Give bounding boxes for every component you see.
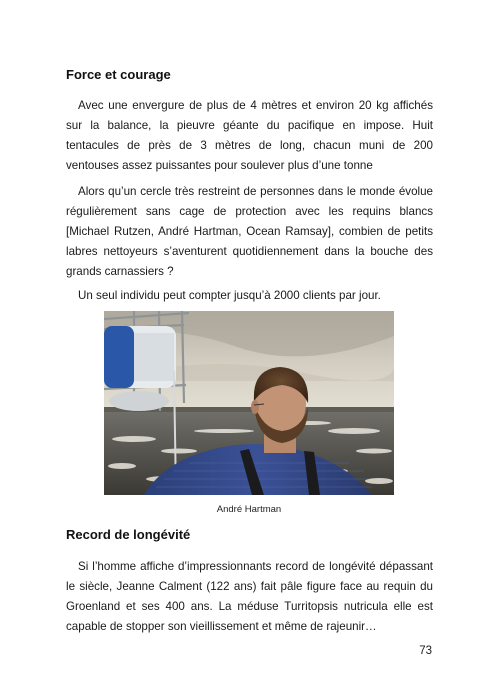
paragraph-longevity: Si l’homme affiche d’impressionnants record de longévité dépassant le siècle, Jeanne Calment (122 ans) fait pâle figure face au requin du Groenland et ses 400 ans. La méduse Turritopsis nutricula elle est capable de stopper son vieillissement et même de rajeunir…	[66, 560, 433, 633]
photo-caption: André Hartman	[216, 504, 282, 515]
paragraph-cleaner-wrasse: Alors qu’un cercle très restreint de personnes dans le monde évolue régulièrement sans cage de protection avec les requins blancs [Michael Rutzen, André Hartman, Ocean Ramsay], combien de petits labres nettoyeurs s’aventurent quotidiennement dans la bouche des grands carnassiers ?	[66, 185, 433, 278]
section-heading-force-courage: Force et courage	[66, 67, 171, 82]
paragraph-clients-per-day: Un seul individu peut compter jusqu’à 2000 clients par jour.	[78, 289, 381, 302]
page-number: 73	[419, 645, 432, 657]
section-heading-record-longevite: Record de longévité	[66, 527, 191, 542]
photo-andre-hartman	[104, 311, 394, 495]
paragraph-giant-octopus: Avec une envergure de plus de 4 mètres et environ 20 kg affichés sur la balance, la pieuvre géante du pacifique en impose. Huit tentacules de près de 3 mètres de long, chacun muni de 200 ventouses assez puissantes pour soulever plus d’une tonne	[66, 99, 433, 172]
